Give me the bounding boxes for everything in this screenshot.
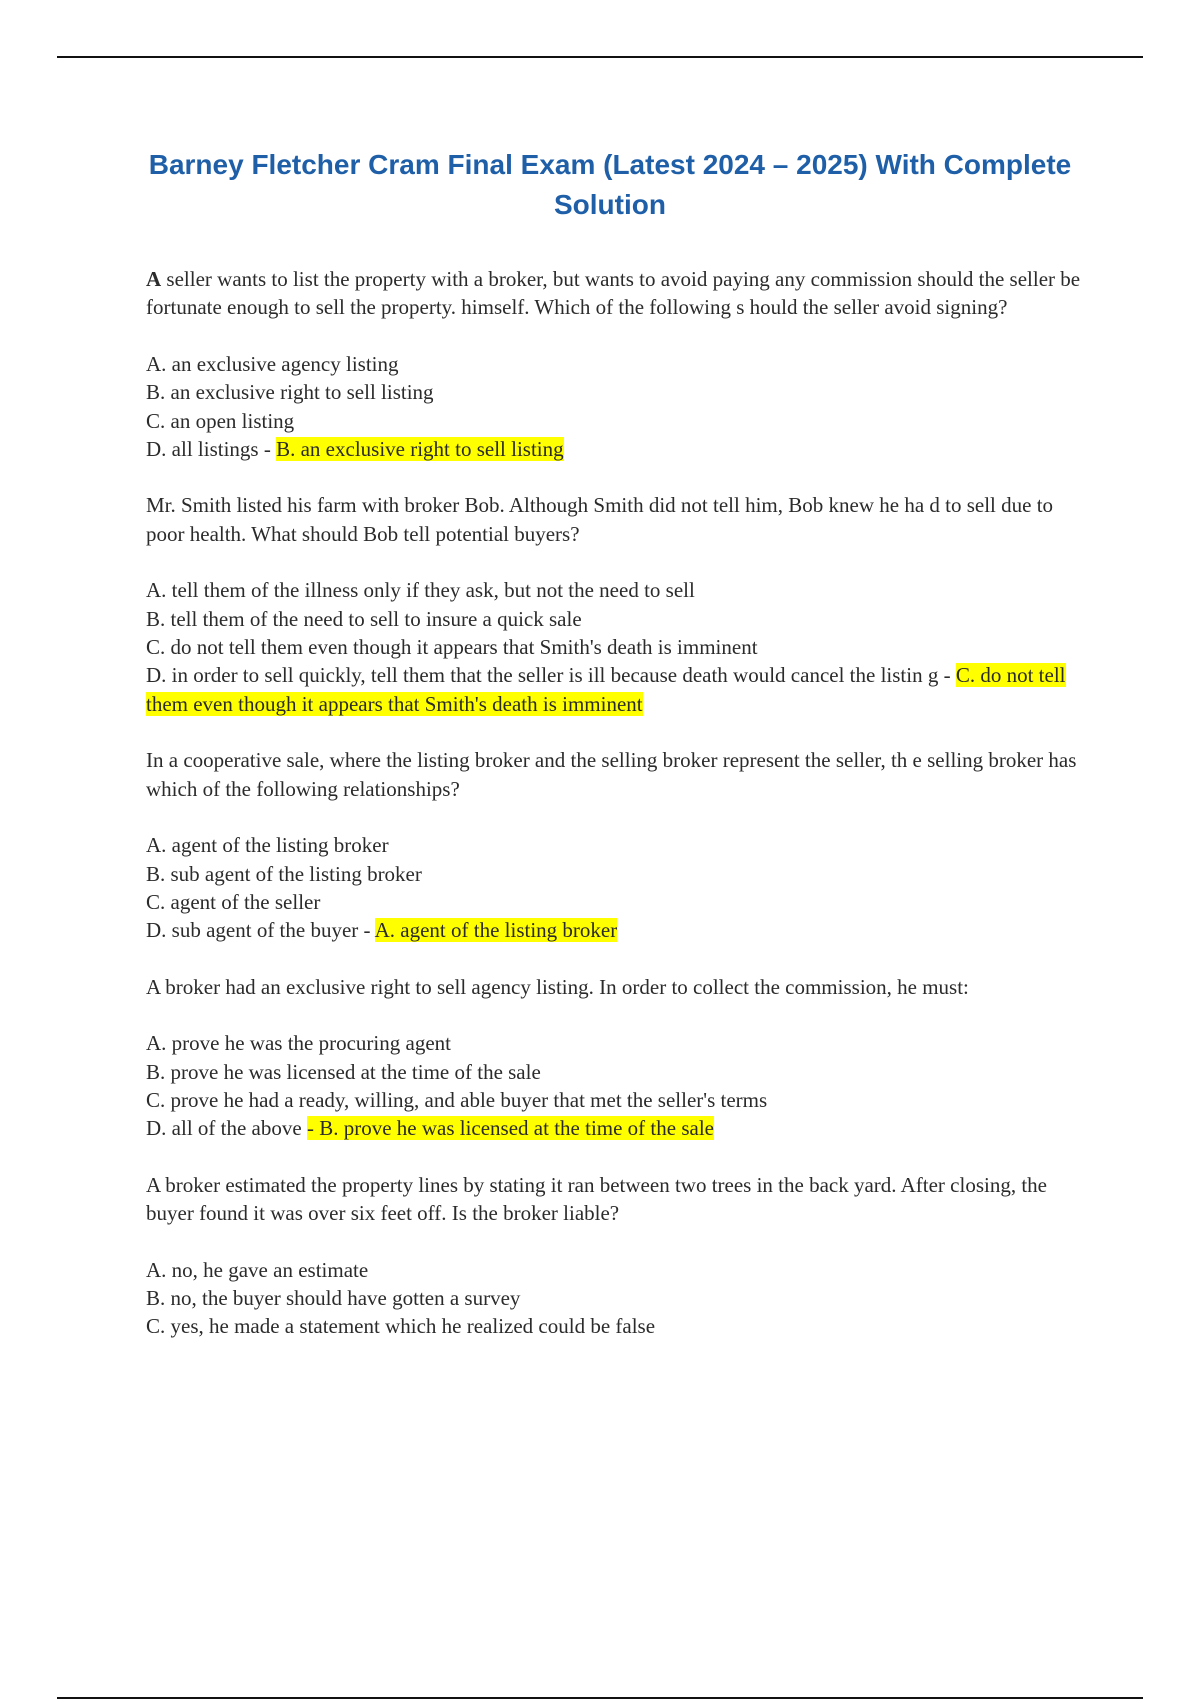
question-4-text: A broker had an exclusive right to sell agency listing. In order to collect the commission, he must:: [146, 974, 969, 999]
document-title: Barney Fletcher Cram Final Exam (Latest 2024 – 2025) With Complete Solution: [148, 149, 1072, 220]
question-2-option-d: [146, 661, 1091, 718]
question-1-option-d: [146, 435, 1091, 463]
question-3-answer: A. agent of the listing broker: [374, 918, 618, 943]
bottom-rule: [57, 1697, 1143, 1699]
question-2-options: [146, 576, 1091, 718]
question-4-option-d-text: D. all of the above: [146, 1116, 307, 1141]
question-3-option-a: A. agent of the listing broker: [146, 833, 389, 858]
question-5-option-c: C. yes, he made a statement which he realized could be false: [146, 1314, 656, 1339]
question-3-option-d: [146, 916, 1091, 944]
question-1-option-b: B. an exclusive right to sell listing: [146, 380, 434, 405]
question-1-body: seller wants to list the property with a broker, but wants to avoid paying any commission should the seller be fortunate enough to sell the property. himself. Which of the following s hould the seller avoid signing?: [146, 267, 1081, 320]
question-2-option-a: A. tell them of the illness only if they ask, but not the need to sell: [146, 578, 695, 603]
question-1-lead: A: [146, 267, 162, 291]
question-4-options: [146, 1029, 1091, 1143]
question-2-text: Mr. Smith listed his farm with broker Bob. Although Smith did not tell him, Bob knew he ha d to sell due to poor health. What should Bob tell potential buyers?: [146, 493, 1054, 546]
question-2-option-c: C. do not tell them even though it appears that Smith's death is imminent: [146, 635, 758, 660]
question-4-option-a: A. prove he was the procuring agent: [146, 1031, 451, 1056]
question-3-option-d-text: D. sub agent of the buyer -: [146, 918, 375, 943]
question-4-option-c: C. prove he had a ready, willing, and able buyer that met the seller's terms: [146, 1087, 768, 1112]
question-3-options: [146, 831, 1091, 945]
question-1-options: [146, 350, 1091, 464]
question-1-option-d-text: D. all listings -: [146, 437, 277, 462]
question-4-option-d: [146, 1114, 1091, 1142]
question-1-option-c: C. an open listing: [146, 408, 295, 433]
question-5-option-b: B. no, the buyer should have gotten a survey: [146, 1285, 521, 1310]
question-1-answer: B. an exclusive right to sell listing: [276, 437, 564, 462]
question-5-option-a: A. no, he gave an estimate: [146, 1257, 369, 1282]
question-5-text: A broker estimated the property lines by stating it ran between two trees in the back yard. After closing, the buyer found it was over six feet off. Is the broker liable?: [146, 1172, 1047, 1226]
question-4-answer: - B. prove he was licensed at the time of the sale: [306, 1116, 714, 1141]
question-2-answer: C. do not tell them even though it appears that Smith's death is imminent: [146, 663, 1066, 716]
question-1-option-a: A. an exclusive agency listing: [146, 351, 399, 376]
question-3-option-b: B. sub agent of the listing broker: [146, 861, 422, 886]
document-body: [146, 265, 1091, 1369]
question-5-options: [146, 1256, 1091, 1341]
top-rule: [57, 56, 1143, 58]
question-1-text: [146, 265, 1091, 322]
question-3-text: In a cooperative sale, where the listing broker and the selling broker represent the seller, th e selling broker has which of the following relationships?: [146, 748, 1077, 801]
question-2-option-d-text: D. in order to sell quickly, tell them that the seller is ill because death would cancel the listin g -: [146, 663, 956, 688]
question-2-option-b: B. tell them of the need to sell to insure a quick sale: [146, 606, 582, 631]
question-3-option-c: C. agent of the seller: [146, 889, 321, 914]
question-4-option-b: B. prove he was licensed at the time of the sale: [146, 1059, 541, 1084]
